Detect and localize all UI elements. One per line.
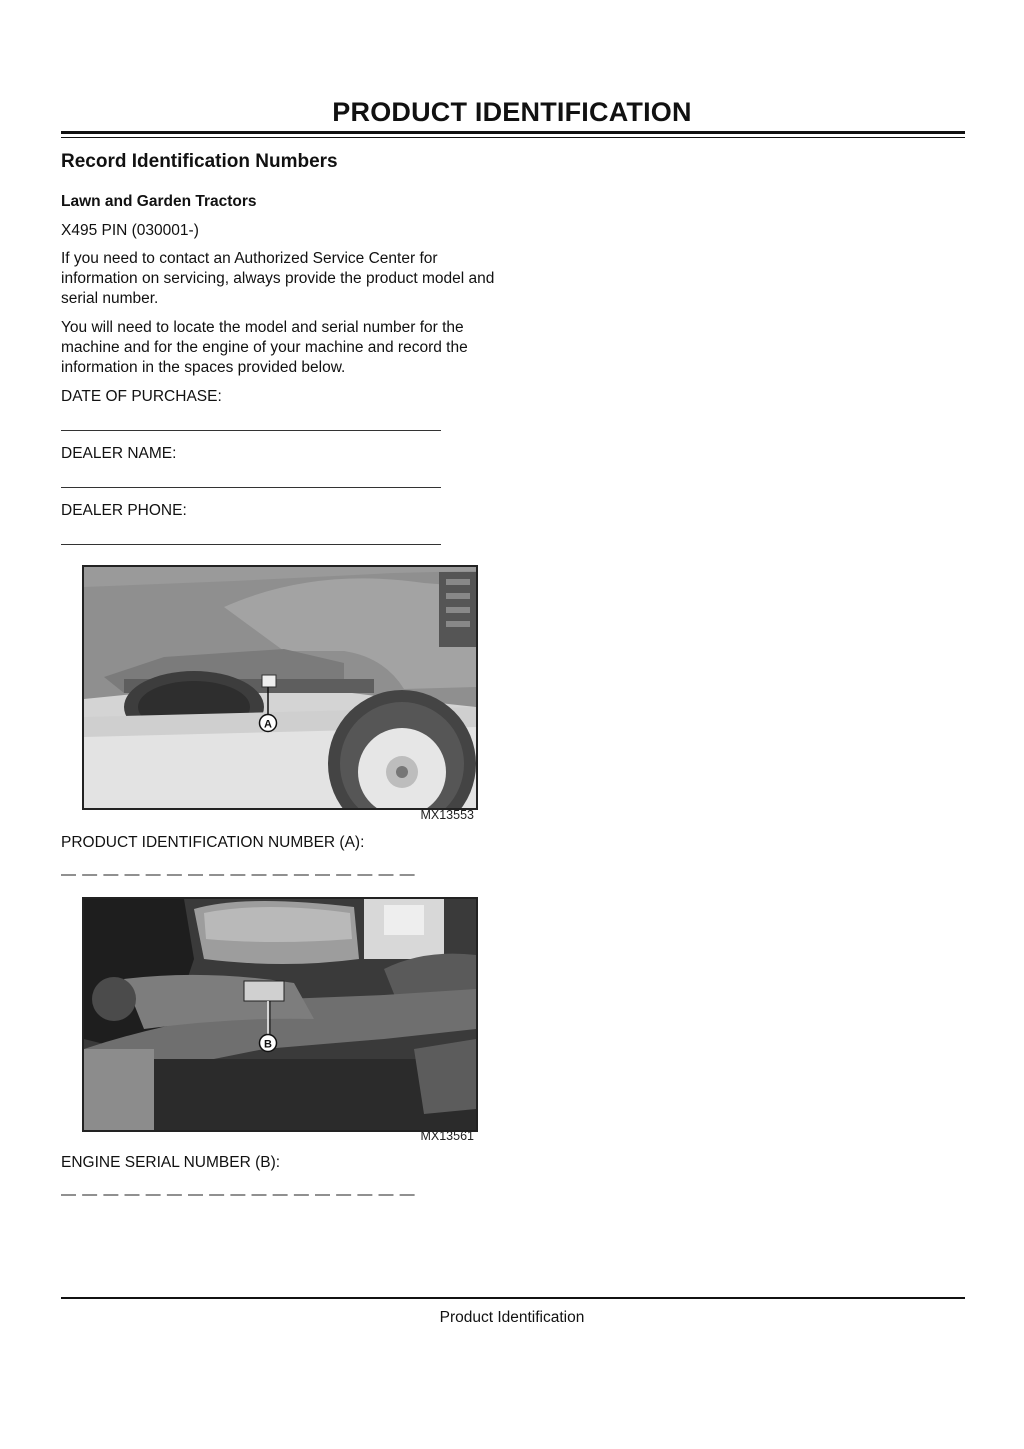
callout-b: B	[264, 1038, 272, 1051]
engine-serial-field[interactable]: — — — — — — — — — — — — — — — — —	[61, 1186, 416, 1203]
date-of-purchase-label: DATE OF PURCHASE:	[61, 388, 222, 405]
tractor-pin-illustration	[84, 567, 476, 808]
callout-a: A	[264, 718, 272, 731]
engine-serial-photo	[82, 897, 478, 1132]
dealer-name-field[interactable]	[61, 487, 441, 488]
model-line: X495 PIN (030001-)	[61, 222, 199, 239]
dealer-phone-label: DEALER PHONE:	[61, 502, 187, 519]
title-rule-thin	[61, 137, 965, 138]
tractor-pin-photo	[82, 565, 478, 810]
pin-field[interactable]: — — — — — — — — — — — — — — — — —	[61, 866, 416, 883]
figure-2-code: MX13561	[420, 1129, 474, 1143]
pin-label: PRODUCT IDENTIFICATION NUMBER (A):	[61, 834, 365, 851]
figure-1-code: MX13553	[420, 808, 474, 822]
section-heading: Record Identification Numbers	[61, 151, 338, 172]
page-title: PRODUCT IDENTIFICATION	[332, 97, 692, 127]
footer-rule	[61, 1297, 965, 1299]
intro-paragraph: If you need to contact an Authorized Service Center for information on servicing, always provide the product model and serial number.	[61, 250, 495, 307]
engine-serial-label: ENGINE SERIAL NUMBER (B):	[61, 1154, 281, 1171]
engine-serial-illustration	[84, 899, 476, 1130]
footer-text: Product Identification	[439, 1309, 585, 1326]
dealer-name-label: DEALER NAME:	[61, 445, 177, 462]
title-rule-thick	[61, 131, 965, 134]
instruction-paragraph: You will need to locate the model and serial number for the machine and for the engine of your machine and record the information in the spaces provided below.	[61, 319, 468, 376]
sub-heading: Lawn and Garden Tractors	[61, 193, 257, 210]
dealer-phone-field[interactable]	[61, 544, 441, 545]
date-of-purchase-field[interactable]	[61, 430, 441, 431]
